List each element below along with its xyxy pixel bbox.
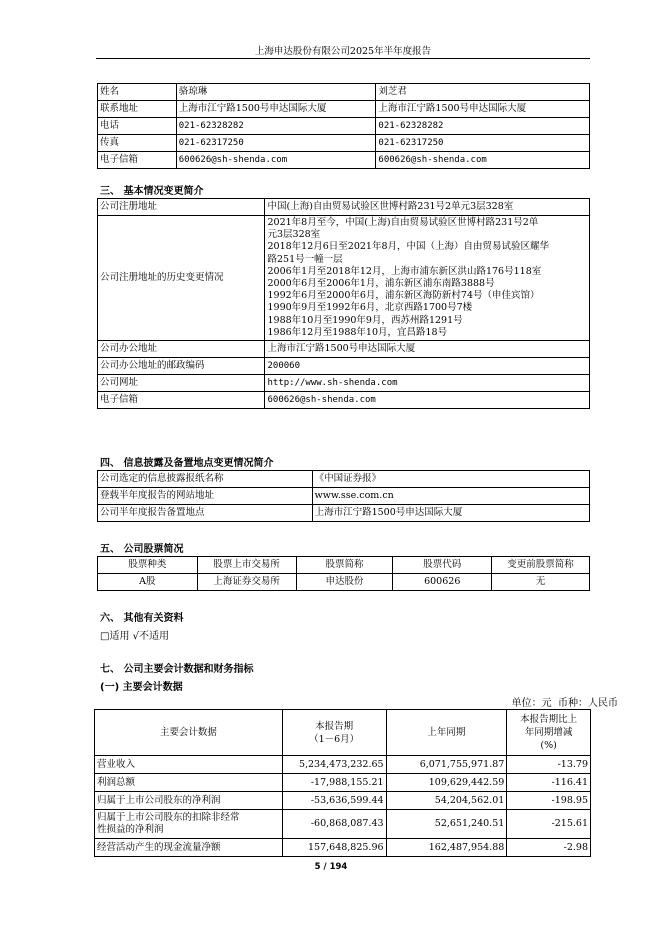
table-row: [95, 756, 591, 774]
history-line: 1992年6月至2000年6月，浦东新区海防新村74号（申佳宾馆）: [267, 290, 540, 302]
row-label: 公司办公地址的邮政编码: [98, 358, 265, 375]
row-label: 公司注册地址: [98, 199, 265, 216]
representative-fax: 021-62317250: [376, 135, 590, 152]
unit-currency: 单位：元 币种：人民币: [511, 698, 618, 709]
row-label: 联系地址: [98, 101, 177, 118]
table-row: [98, 358, 590, 375]
history-line: 1990年9月至1992年6月，北京西路1700号7楼: [267, 302, 473, 314]
current-value: 5,234,473,232.65: [282, 756, 386, 774]
previous-value: 54,204,562.01: [386, 792, 507, 810]
metric-label: 归属于上市公司股东的扣除非经常 性损益的净利润: [95, 810, 283, 839]
secretary-address: 上海市江宁路1500号申达国际大厦: [176, 101, 376, 118]
table-row: [98, 375, 590, 392]
basic-info-table: [97, 198, 590, 409]
disclosure-table: [97, 470, 590, 522]
secretary-email: 600626@sh-shenda.com: [176, 152, 376, 169]
table-row: [95, 810, 591, 839]
row-label: 公司注册地址的历史变更情况: [98, 216, 265, 341]
section-6-heading: 六、 其他有关资料: [100, 613, 184, 624]
previous-value: 6,071,755,971.87: [386, 756, 507, 774]
column-header: 上年同期: [386, 710, 507, 756]
table-row: [98, 152, 590, 169]
report-website: www.sse.com.cn: [312, 488, 589, 505]
column-header-change: 本报告期比上 年同期增减 (%): [507, 710, 591, 756]
company-website: http://www.sh-shenda.com: [265, 375, 590, 392]
disclosure-newspaper: 《中国证券报》: [312, 471, 589, 488]
history-line: 1988年10月至1990年9月，西苏州路1291号: [267, 314, 463, 326]
column-header: 变更前股票简称: [492, 557, 590, 574]
table-row: [98, 488, 590, 505]
table-row: [98, 84, 590, 101]
history-line: 1986年12月至1988年10月，宜昌路18号: [267, 326, 448, 338]
current-value: 157,648,825.96: [282, 839, 386, 857]
history-line: 2006年1月至2018年12月，上海市浦东新区洪山路176号118室: [267, 265, 542, 277]
metric-label: 经营活动产生的现金流量净额: [95, 839, 283, 857]
change-percent: -2.98: [507, 839, 591, 857]
row-label: 公司半年度报告备置地点: [98, 505, 313, 522]
column-header-current: 本报告期 （1－6月）: [282, 710, 386, 756]
representative-address: 上海市江宁路1500号申达国际大厦: [376, 101, 590, 118]
previous-value: 109,629,442.59: [386, 774, 507, 792]
metric-label: 利润总额: [95, 774, 283, 792]
row-label: 电子信箱: [98, 392, 265, 409]
history-line: 2018年12月6日至2021年8月，中国（上海）自由贸易试验区耀华: [267, 241, 550, 253]
section-4-heading: 四、 信息披露及备置地点变更情况简介: [100, 458, 274, 469]
stock-table: [97, 556, 590, 591]
secretary-fax: 021-62317250: [176, 135, 376, 152]
address-history: [265, 216, 590, 341]
change-percent: -116.41: [507, 774, 591, 792]
table-row: [95, 774, 591, 792]
current-value: -17,988,155.21: [282, 774, 386, 792]
row-label: 姓名: [98, 84, 177, 101]
previous-short-name: 无: [492, 574, 590, 591]
history-line: 2021年8月至今，中国(上海)自由贸易试验区世博村路231号2单: [267, 217, 539, 228]
table-row: [98, 471, 590, 488]
section-5-heading: 五、 公司股票简况: [100, 544, 184, 555]
table-row: [95, 839, 591, 857]
metric-label: 营业收入: [95, 756, 283, 774]
table-row: [95, 792, 591, 810]
history-line: 路251号一幢一层: [267, 253, 343, 265]
page-number: 5 / 194: [314, 862, 348, 872]
representative-phone: 021-62328282: [376, 118, 590, 135]
subsection-heading: (一) 主要会计数据: [100, 682, 183, 693]
stock-type: A股: [98, 574, 198, 591]
current-value: -60,868,087.43: [282, 810, 386, 839]
representative-name: 刘芝君: [376, 84, 590, 101]
table-row: [98, 341, 590, 358]
table-row: [98, 216, 590, 341]
column-header: 股票种类: [98, 557, 198, 574]
column-header: 股票上市交易所: [197, 557, 296, 574]
stock-exchange: 上海证券交易所: [197, 574, 296, 591]
table-row: [98, 118, 590, 135]
company-email: 600626@sh-shenda.com: [265, 392, 590, 409]
table-header-row: [95, 710, 591, 756]
row-label: 传真: [98, 135, 177, 152]
accounting-data-table: [94, 709, 591, 857]
registered-address: 中国(上海)自由贸易试验区世博村路231号2单元3层328室: [265, 199, 590, 216]
table-header-row: [98, 557, 590, 574]
history-line: 元3层328室: [267, 229, 321, 241]
postcode: 200060: [265, 358, 590, 375]
history-line: 2000年6月至2006年1月，浦东新区浦东南路3888号: [267, 278, 495, 290]
table-row: [98, 135, 590, 152]
row-label: 电话: [98, 118, 177, 135]
stock-short-name: 申达股份: [296, 574, 393, 591]
row-label: 公司选定的信息披露报纸名称: [98, 471, 313, 488]
page-header: 上海申达股份有限公司2025年半年度报告: [254, 46, 432, 57]
previous-value: 52,651,240.51: [386, 810, 507, 839]
column-header: 股票简称: [296, 557, 393, 574]
section-3-heading: 三、 基本情况变更简介: [100, 186, 204, 197]
secretary-name: 骆琼琳: [176, 84, 376, 101]
table-row: [98, 574, 590, 591]
applicability-options: □适用 √不适用: [100, 631, 169, 642]
change-percent: -198.95: [507, 792, 591, 810]
section-7-heading: 七、 公司主要会计数据和财务指标: [100, 664, 254, 675]
previous-value: 162,487,954.88: [386, 839, 507, 857]
row-label: 公司网址: [98, 375, 265, 392]
change-percent: -215.61: [507, 810, 591, 839]
table-row: [98, 199, 590, 216]
column-header: 股票代码: [393, 557, 492, 574]
table-row: [98, 101, 590, 118]
metric-label: 归属于上市公司股东的净利润: [95, 792, 283, 810]
stock-code: 600626: [393, 574, 492, 591]
representative-email: 600626@sh-shenda.com: [376, 152, 590, 169]
table-row: [98, 392, 590, 409]
row-label: 电子信箱: [98, 152, 177, 169]
office-address: 上海市江宁路1500号申达国际大厦: [265, 341, 590, 358]
secretary-phone: 021-62328282: [176, 118, 376, 135]
current-value: -53,636,599.44: [282, 792, 386, 810]
row-label: 公司办公地址: [98, 341, 265, 358]
contact-table: [97, 83, 590, 169]
row-label: 登载半年度报告的网站地址: [98, 488, 313, 505]
header-rule: [96, 58, 590, 59]
change-percent: -13.79: [507, 756, 591, 774]
column-header: 主要会计数据: [95, 710, 283, 756]
report-location: 上海市江宁路1500号申达国际大厦: [312, 505, 589, 522]
table-row: [98, 505, 590, 522]
